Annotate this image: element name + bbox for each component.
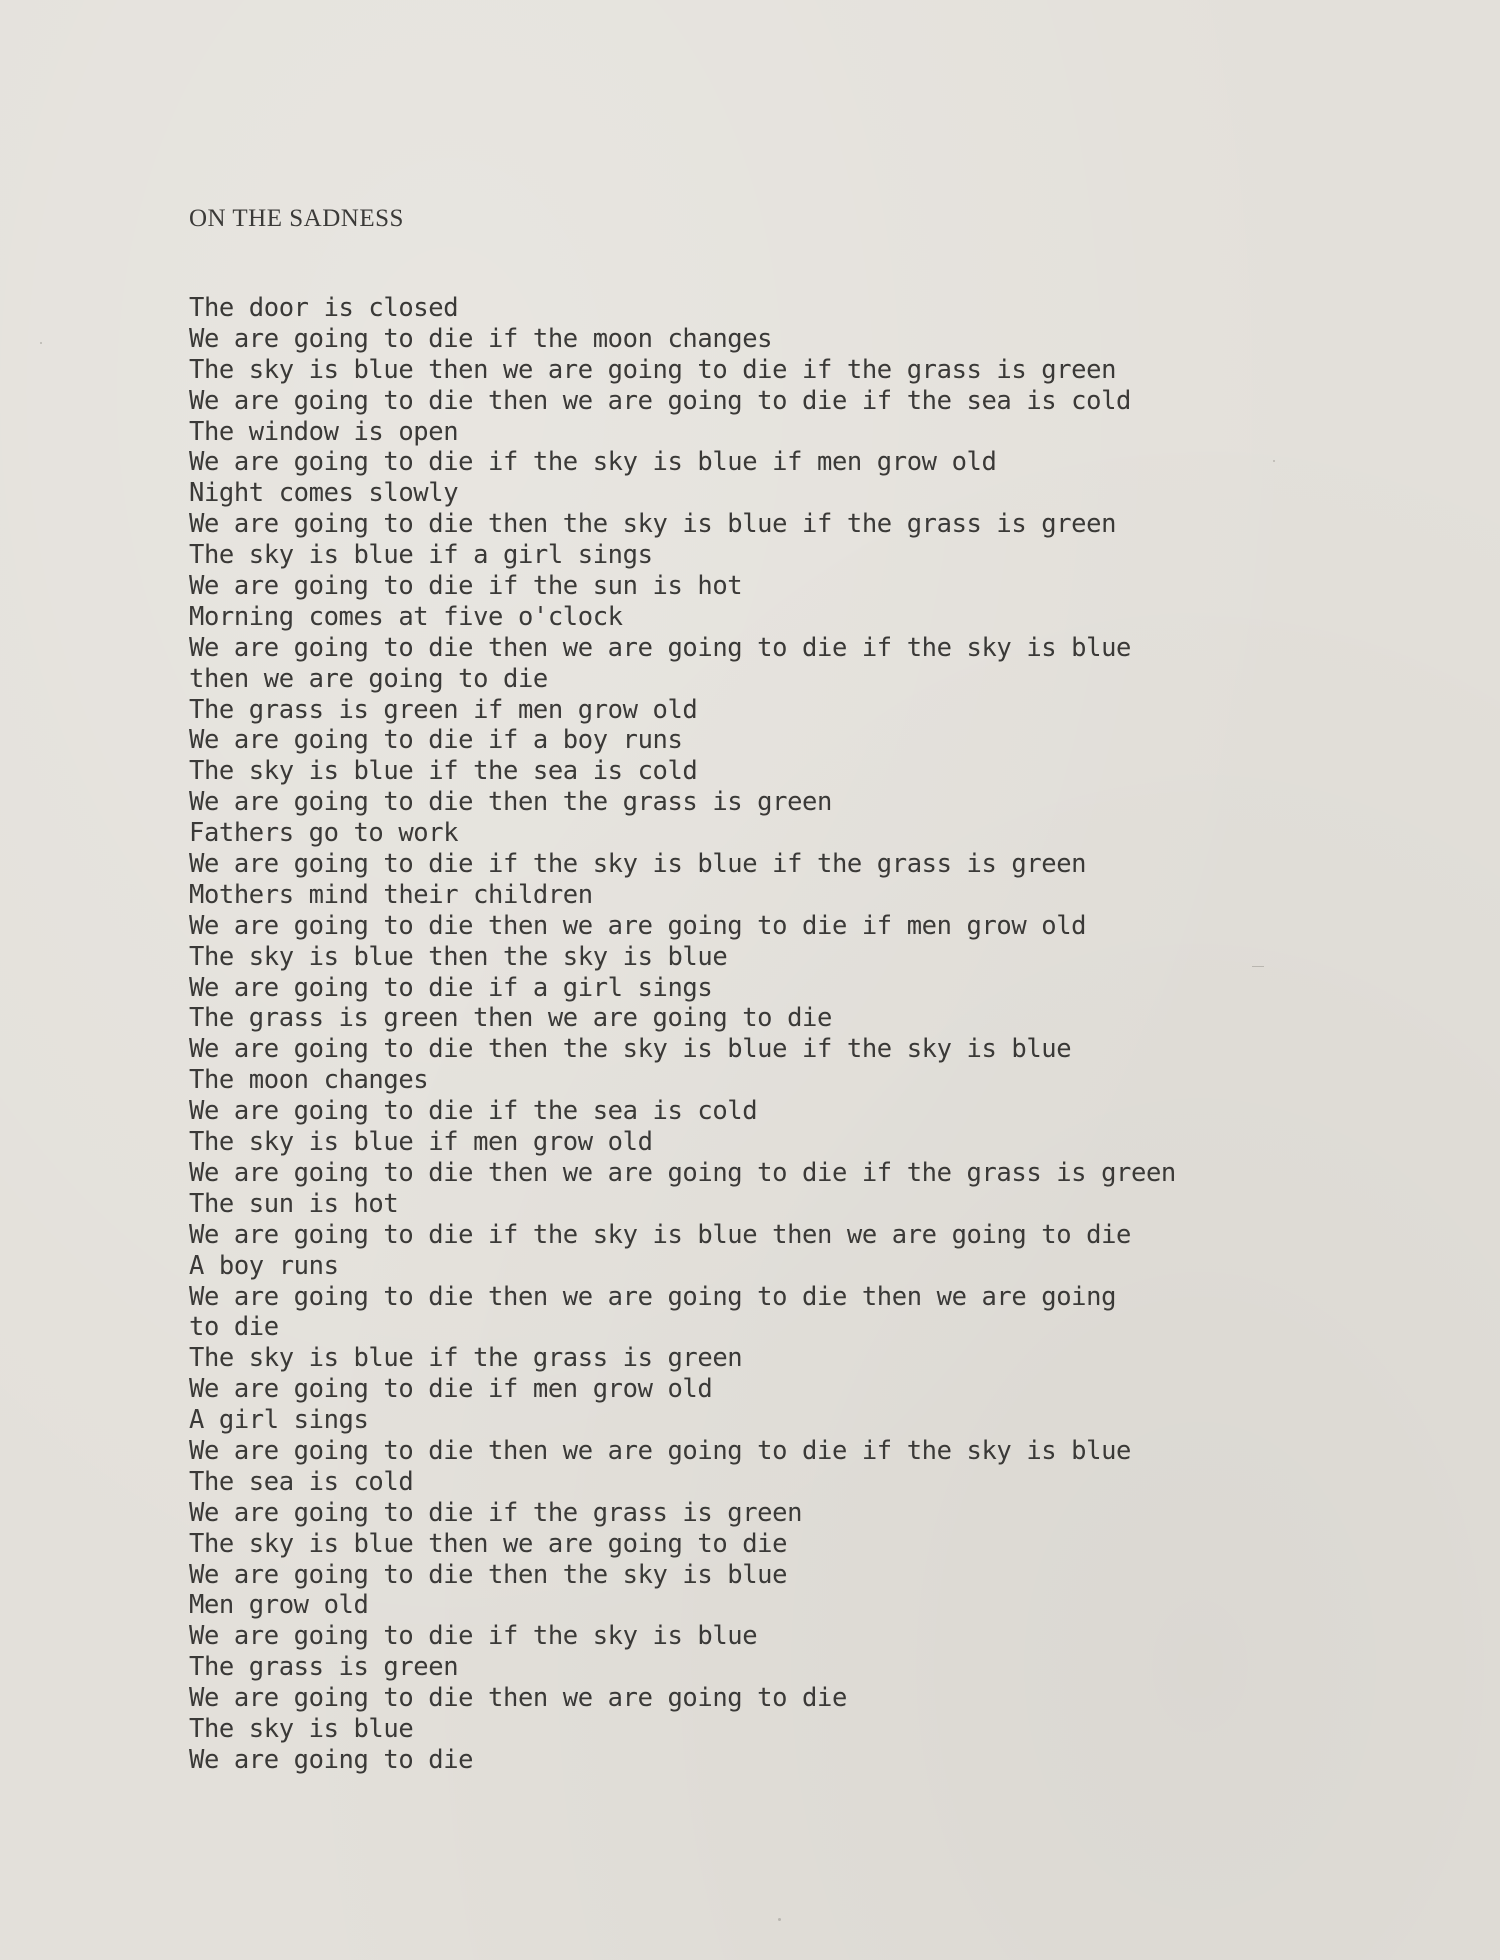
poem-line: We are going to die if the sky is blue	[189, 1621, 758, 1652]
poem-line: We are going to die then we are going to die	[189, 1683, 847, 1714]
poem-line: We are going to die if men grow old	[189, 1374, 713, 1405]
poem-line: We are going to die then the grass is green	[189, 787, 832, 818]
poem-line: The sky is blue then we are going to die	[189, 1528, 788, 1559]
poem-line: The door is closed	[189, 293, 459, 323]
poem-line: We are going to die if the sea is cold	[189, 1096, 758, 1127]
poem-line: We are going to die then we are going to die if the grass is green	[189, 1157, 1176, 1188]
paper-speck	[778, 1918, 781, 1921]
poem-line: We are going to die then we are going to die if men grow old	[189, 910, 1087, 941]
poem-line: We are going to die if a boy runs	[189, 725, 683, 756]
poem-line: The sun is hot	[189, 1188, 399, 1219]
paper-speck	[1252, 966, 1264, 967]
poem-line: A boy runs	[189, 1250, 339, 1281]
poem-line: The sky is blue if the grass is green	[189, 1343, 743, 1374]
poem-line: We are going to die	[189, 1744, 474, 1775]
poem-line: The grass is green then we are going to die	[189, 1003, 832, 1034]
poem-line: We are going to die then the sky is blue	[189, 1559, 788, 1590]
poem-line: We are going to die then we are going to die if the sky is blue	[189, 1435, 1131, 1466]
poem-line: Morning comes at five o'clock	[189, 601, 623, 632]
poem-line: The window is open	[189, 416, 459, 447]
poem-line: We are going to die if the moon changes	[189, 323, 773, 354]
poem-line: We are going to die if the sky is blue then we are going to die	[189, 1219, 1131, 1250]
poem-line: We are going to die if the sun is hot	[189, 571, 743, 602]
poem-line: We are going to die if the sky is blue if men grow old	[189, 447, 997, 478]
poem-line: A girl sings	[189, 1405, 369, 1436]
paper-speck	[40, 342, 42, 344]
poem-line: The grass is green if men grow old	[189, 694, 698, 725]
poem-line: The sky is blue if the sea is cold	[189, 756, 698, 787]
poem-line: We are going to die then the sky is blue if the grass is green	[189, 509, 1117, 540]
poem-line: The sky is blue then we are going to die if the grass is green	[189, 354, 1117, 385]
poem-line: The sky is blue then the sky is blue	[189, 941, 728, 972]
poem-line: The moon changes	[189, 1065, 429, 1096]
poem-line: The sky is blue if a girl sings	[189, 540, 653, 571]
poem-line: We are going to die then we are going to die if the sky is blue	[189, 632, 1131, 663]
poem-line: We are going to die then we are going to die if the sea is cold	[189, 385, 1131, 416]
poem-line: Men grow old	[189, 1590, 369, 1621]
poem-line: The sea is cold	[189, 1466, 414, 1497]
poem-line: We are going to die then the sky is blue if the sky is blue	[189, 1034, 1072, 1065]
poem-line: We are going to die if the sky is blue if the grass is green	[189, 849, 1087, 880]
poem-line: to die	[189, 1312, 279, 1343]
poem-line: Night comes slowly	[189, 478, 459, 509]
poem-line: Fathers go to work	[189, 818, 459, 849]
poem-body	[189, 293, 1176, 1776]
poem-line: We are going to die then we are going to die then we are going	[189, 1281, 1117, 1312]
poem-line: The sky is blue if men grow old	[189, 1127, 653, 1158]
poem-title: ON THE SADNESS	[189, 205, 404, 232]
poem-line: The sky is blue	[189, 1713, 414, 1744]
poem-line: We are going to die if the grass is green	[189, 1497, 803, 1528]
poem-line: Mothers mind their children	[189, 879, 593, 910]
poem-line: then we are going to die	[189, 663, 548, 694]
poem-line: We are going to die if a girl sings	[189, 972, 713, 1003]
paper-speck	[1273, 460, 1275, 462]
poem-line: The grass is green	[189, 1652, 459, 1683]
